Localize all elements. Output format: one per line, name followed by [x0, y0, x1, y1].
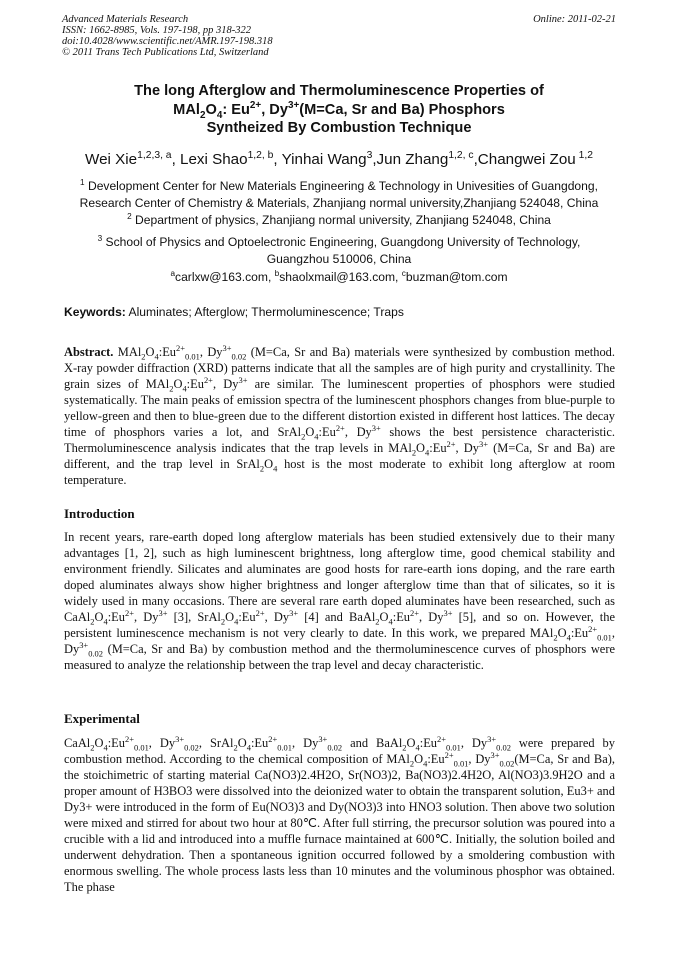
author-emails: $^a$carlxw@163.com, $^b$shaolxmail@163.com, $^c$buzman@tom.com — [170, 268, 508, 284]
online-date: Online: 2011-02-21 — [533, 14, 616, 25]
journal-header — [62, 14, 616, 58]
affiliation-2: $^2$ Department of physics, Zhanjiang normal university, Zhanjiang 524048, China — [127, 211, 551, 227]
affiliation-1: $^1$ Development Center for New Materials Engineering & Technology in Univesities of Guangdong, Research Center of Chemistry & Materials, Zhanjiang normal university,Zhanjiang 524048, China — [79, 177, 599, 210]
experimental-paragraph: $CaAl_2O_4:Eu^{2+}_{0.01}$, $Dy^{3+}_{0.02}$, $SrAl_2O_4:Eu^{2+}_{0.01}$, $Dy^{3+}_{0.02}$ and $BaAl_2O_4:Eu^{2+}_{0.01}$, $Dy^{3+}_{0.02}$ were prepared by combustion method. According to the chemical composition of $MAl_2O_4:Eu^{2+}_{0.01}$, $Dy^{3+}_{0.02}(M=Ca$, Sr and Ba), the stoichimetric of starting material Ca(NO3)2.4H2O, Sr(NO3)2, Ba(NO3)2.4H2O, Al(NO3)3.9H2O and a proper amount of H3BO3 were dissolved into the deionized water to obtain the transparent solution, Eu3+ and Dy3+ were introduced in the form of Eu(NO3)3 and Dy(NO3)3 into HNO3 solution. Then above two solution were mixed and stirred for about two hour at 80℃. After full stirring, the precursor solution was poured into a crucible with a lid and introduced into a muffle furnace maintained at 600℃. Initially, the solution boiled and underwent dehydration. Then a spontaneous ignition occurred followed by a smoldering combustion with enormous swelling. The whole process lasts less than 10 minutes and the voluminous phosphor was obtained. The phase — [64, 733, 615, 895]
issn-line: ISSN: 1662-8985, Vols. 197-198, pp 318-322 — [62, 25, 251, 36]
paper-title — [40, 82, 638, 138]
abstract-label: Abstract. — [64, 345, 114, 359]
affiliation-3: $^3$ School of Physics and Optoelectronic Engineering, Guangdong University of Technology, Guangzhou 510006, China — [97, 233, 581, 266]
keywords-text: Aluminates; Afterglow; Thermoluminescence; Traps — [125, 305, 404, 319]
copyright-line: © 2011 Trans Tech Publications Ltd, Switzerland — [62, 47, 269, 58]
title-line-1: The long Afterglow and Thermoluminescence Properties of — [134, 83, 544, 99]
introduction-paragraph: In recent years, rare-earth doped long afterglow materials has been studied extensively due to their many advantages [1, 2], such as high luminescent brightness, long afterglow time, good chemical stability and environment friendly. Silicates and aluminates are good hosts for rare-earth ions doping, and the rare earth doped aluminates always show higher brightness and longer afterglow time than that of silicates, so it is widely used in many occasions. There are several rare earth doped aluminates have been researched, such as $CaAl_2O_4:Eu^{2+}$, $Dy^{3+}$ [3], $SrAl_2O_4:Eu^{2+}$, $Dy^{3+}$ [4] and $BaAl_2O_4:Eu^{2+}$, $Dy^{3+}$ [5], and so on. However, the persistent luminescence mechanism is not very clearly to date. In this work, we prepared $MAl_2O_4:Eu^{2+}_{0.01}$, $Dy^{3+}_{0.02}$ (M=Ca, Sr and Ba) by combustion method and the thermoluminescence curves of phosphors were measured to analyze the relationship between the trap level and decay characteristic. — [64, 530, 615, 673]
journal-name: Advanced Materials Research — [62, 14, 189, 25]
introduction-heading: Introduction — [64, 506, 135, 521]
experimental-heading: Experimental — [64, 711, 140, 726]
title-line-2: $MAl_2O_4$: $Eu^{2+}$, $Dy^{3+}(M=Ca$, Sr and Ba) Phosphors — [173, 99, 505, 121]
keywords-label: Keywords: — [64, 305, 126, 319]
abstract: Abstract. $MAl_2O_4:Eu^{2+}_{0.01}$, $Dy^{3+}_{0.02}$ (M=Ca, Sr and Ba) materials were synthesized by combustion method. X-ray powder diffraction (XRD) patterns indicate that all the samples are of high purity and crystallinity. The grain sizes of $MAl_2O_4:Eu^{2+}$, $Dy^{3+}$ are similar. The luminescent properties of phosphors were studied systematically. The main peaks of emission spectra of the luminescent phosphors changes from blue-purple to yellow-green and then to blue-green due to the different distortion existed in different host lattices. The decay time of phosphors varies a lot, and $SrAl_2O_4:Eu^{2+}$, $Dy^{3+}$ shows the best persistence characteristic. Thermoluminescence analysis indicates that the trap levels in $MAl_2O_4:Eu^{2+}$, $Dy^{3+}$ (M=Ca, Sr and Ba) are different, and the trap level in $SrAl_2O_4$ host is the most moderate to exhibit long afterglow at room temperature. — [64, 342, 616, 488]
title-line-3: Syntheized By Combustion Technique — [206, 120, 472, 136]
author-list: Wei Xie$^{1,2,3, a}$, Lexi Shao$^{1,2, b}$, Yinhai Wang$^3$,Jun Zhang$^{1,2, c}$,Changwei Zou $^{1,2}$ — [85, 149, 593, 168]
keywords — [64, 304, 624, 320]
doi-line: doi:10.4028/www.scientific.net/AMR.197-198.318 — [62, 36, 273, 47]
